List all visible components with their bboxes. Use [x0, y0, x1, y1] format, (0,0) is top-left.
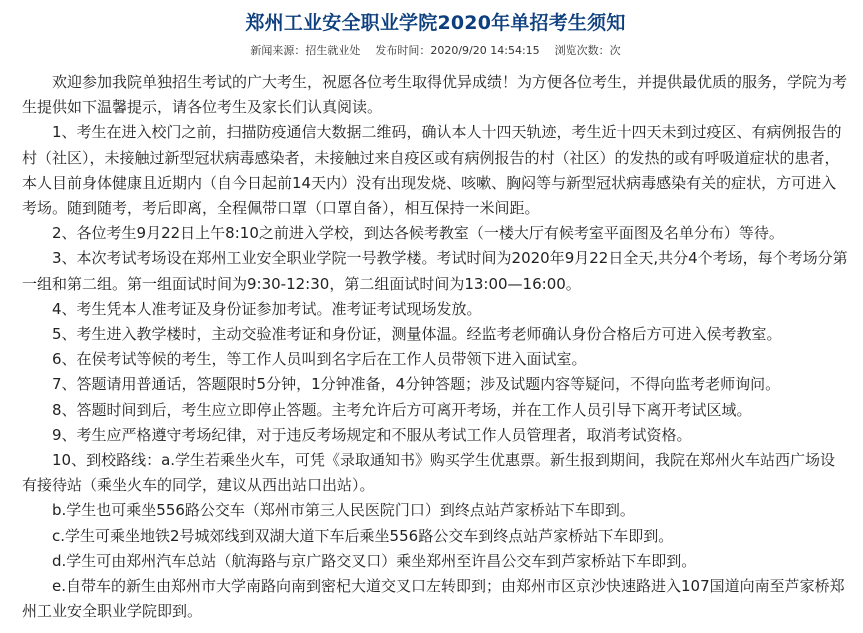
route-d: d.学生可由郑州汽车总站（航海路与京广路交叉口）乘坐郑州至许昌公交车到芦家桥站下车即到。 — [52, 551, 697, 570]
source-value: 招生就业处 — [305, 44, 361, 57]
paragraph-item-8: 8、答题时间到后，考生应立即停止答题。主考允许后方可离开考场，并在工作人员引导下离开考试区域。 — [52, 400, 752, 419]
view-count-suffix: 次 — [609, 44, 621, 57]
paragraph-item-3: 3、本次考试考场设在郑州工业安全职业学院一号教学楼。考试时间为2020年9月22日全天,共分4个考场，每个考场分第一组和第二组。第一组面试时间为9:30-12:30，第二组面试时间为13:00—16:00。 — [22, 249, 848, 293]
publish-time-label: 发布时间： — [375, 44, 431, 57]
paragraph-item-2: 2、各位考生9月22日上午8:10之前进入学校，到达各候考教室（一楼大厅有候考室平面图及名单分布）等待。 — [52, 224, 784, 243]
page-title: 郑州工业安全职业学院2020年单招考生须知 — [245, 12, 626, 34]
article-body — [22, 70, 849, 624]
route-b: b.学生也可乘坐556路公交车（郑州市第三人民医院门口）到终点站芦家桥站下车即到。 — [52, 501, 635, 520]
paragraph-item-9: 9、考生应严格遵守考场纪律，对于违反考场规定和不服从考试工作人员管理者，取消考试资格。 — [52, 425, 692, 444]
paragraph-item-1: 1、考生在进入校门之前，扫描防疫通信大数据二维码，确认本人十四天轨迹，考生近十四天未到过疫区、有病例报告的村（社区），未接触过新型冠状病毒感染者，未接触过来自疫区或有病例报告的村（社区）的发热的或有呼吸道症状的患者，本人目前身体健康且近期内（自今日起前14天内）没有出现发烧、咳嗽、胸闷等与新型冠状病毒感染有关的症状，方可进入考场。随到随考，考后即离，全程佩带口罩（口罩自备），相互保持一米间距。 — [22, 123, 842, 218]
publish-time-value: 2020/9/20 14:54:15 — [430, 44, 540, 57]
article-meta — [22, 40, 849, 62]
paragraph-item-6: 6、在侯考试等候的考生，等工作人员叫到名字后在工作人员带领下进入面试室。 — [52, 350, 587, 369]
paragraph-item-10: 10、到校路线：a.学生若乘坐火车，可凭《录取通知书》购买学生优惠票。新生报到期间，我院在郑州火车站西广场设有接待站（乘坐火车的同学，建议从西出站口出站）。 — [22, 451, 836, 495]
paragraph-item-5: 5、考生进入教学楼时，主动交验准考证和身份证，测量体温。经监考老师确认身份合格后方可进入侯考教室。 — [52, 325, 782, 344]
view-count-label: 浏览次数： — [554, 44, 610, 57]
paragraph-item-7: 7、答题请用普通话，答题限时5分钟，1分钟准备，4分钟答题；涉及试题内容等疑问，不得向监考老师询问。 — [52, 375, 781, 394]
paragraph-intro: 欢迎参加我院单独招生考试的广大考生，祝愿各位考生取得优异成绩！为方便各位考生，并提供最优质的服务，学院为考生提供如下温馨提示，请各位考生及家长们认真阅读。 — [22, 73, 848, 117]
source-label: 新闻来源： — [250, 44, 306, 57]
paragraph-item-4: 4、考生凭本人准考证及身份证参加考试。准考证考试现场发放。 — [52, 299, 482, 318]
route-e: e.自带车的新生由郑州市大学南路向南到密杞大道交叉口左转即到；由郑州市区京沙快速路进入107国道向南至芦家桥郑州工业安全职业学院即到。 — [22, 577, 845, 621]
route-c: c.学生可乘坐地铁2号城郊线到双湖大道下车后乘坐556路公交车到终点站芦家桥站下车即到。 — [52, 526, 674, 545]
